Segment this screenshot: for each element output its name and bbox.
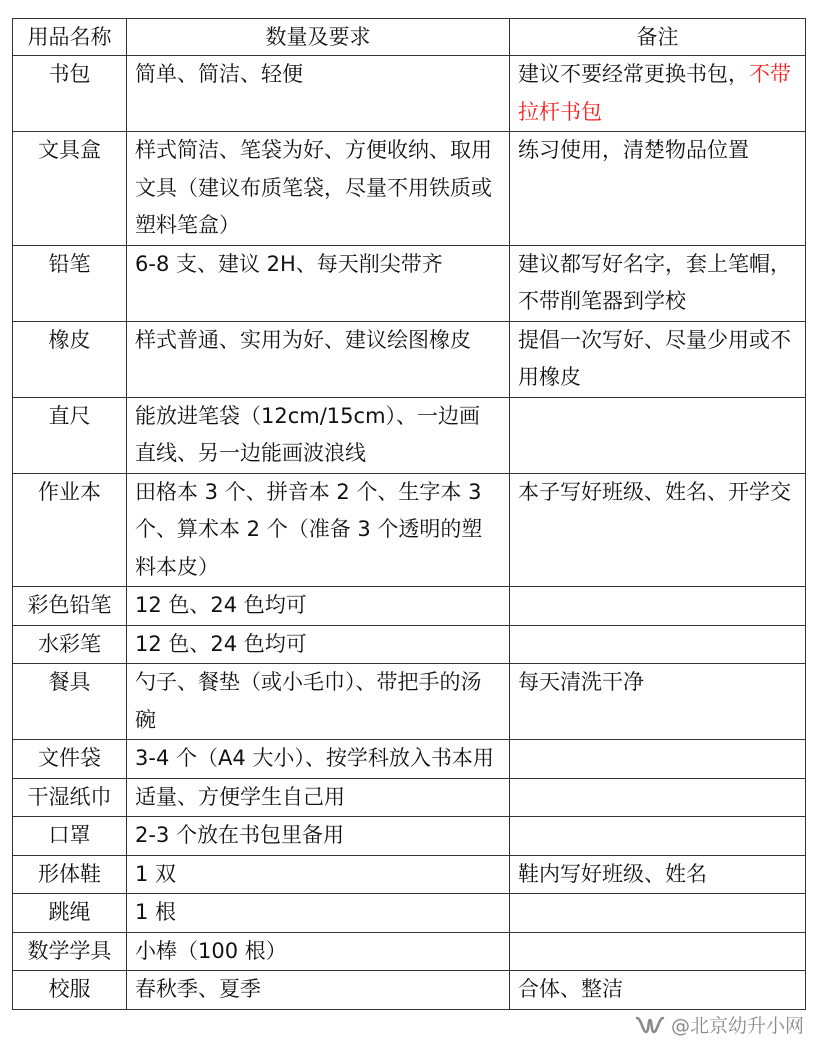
item-name-cell: 形体鞋: [13, 855, 127, 894]
item-name-cell: 直尺: [13, 397, 127, 473]
note-text: 合体、整洁: [518, 977, 623, 1001]
requirement-cell: 春秋季、夏季: [127, 971, 510, 1010]
table-row: [13, 664, 806, 740]
note-text: 练习使用，清楚物品位置: [518, 138, 749, 162]
requirement-cell: 12 色、24 色均可: [127, 587, 510, 626]
item-name-cell: 数学学具: [13, 932, 127, 971]
requirement-cell: 12 色、24 色均可: [127, 625, 510, 664]
note-cell: [510, 971, 806, 1010]
note-cell: [510, 664, 806, 740]
note-cell: [510, 817, 806, 856]
item-name-cell: 书包: [13, 56, 127, 132]
note-cell: [510, 740, 806, 779]
item-name-cell: 餐具: [13, 664, 127, 740]
note-text: 本子写好班级、姓名、开学交: [518, 479, 791, 504]
header-notes: 备注: [510, 19, 806, 56]
table-row: [13, 740, 806, 779]
item-name-cell: 水彩笔: [13, 625, 127, 664]
requirement-cell: 1 双: [127, 855, 510, 894]
watermark-text: @北京幼升小网: [670, 1015, 804, 1037]
table-row: [13, 132, 806, 246]
table-row: [13, 932, 806, 971]
note-cell: [510, 132, 806, 246]
requirement-cell: 2-3 个放在书包里备用: [127, 817, 510, 856]
requirement-cell: 田格本 3 个、拼音本 2 个、生字本 3 个、算术本 2 个（准备 3 个透明的塑料本皮）: [127, 473, 510, 587]
note-cell: [510, 397, 806, 473]
item-name-cell: 作业本: [13, 473, 127, 587]
item-name-cell: 干湿纸巾: [13, 778, 127, 817]
note-text: 鞋内写好班级、姓名: [518, 861, 707, 886]
requirement-cell: 1 根: [127, 894, 510, 933]
table-row: [13, 587, 806, 626]
header-row: [13, 19, 806, 56]
item-name-cell: 橡皮: [13, 321, 127, 397]
table-row: [13, 245, 806, 321]
requirement-cell: 6-8 支、建议 2H、每天削尖带齐: [127, 245, 510, 321]
table-row: [13, 894, 806, 933]
requirement-cell: 样式简洁、笔袋为好、方便收纳、取用文具（建议布质笔袋，尽量不用铁质或塑料笔盒）: [127, 132, 510, 246]
item-name-cell: 文件袋: [13, 740, 127, 779]
item-name-cell: 跳绳: [13, 894, 127, 933]
table-row: [13, 855, 806, 894]
note-cell: [510, 245, 806, 321]
item-name-cell: 文具盒: [13, 132, 127, 246]
requirement-cell: 适量、方便学生自己用: [127, 778, 510, 817]
item-name-cell: 口罩: [13, 817, 127, 856]
note-cell: [510, 778, 806, 817]
requirement-cell: 简单、简洁、轻便: [127, 56, 510, 132]
table-row: [13, 971, 806, 1010]
note-cell: [510, 932, 806, 971]
note-highlight-text: 不带拉杆书包: [518, 62, 791, 124]
note-cell: [510, 894, 806, 933]
table-row: [13, 625, 806, 664]
note-cell: [510, 587, 806, 626]
requirement-cell: 小棒（100 根）: [127, 932, 510, 971]
note-cell: [510, 56, 806, 132]
table-row: [13, 778, 806, 817]
requirement-cell: 3-4 个（A4 大小）、按学科放入书本用: [127, 740, 510, 779]
table-row: [13, 397, 806, 473]
requirement-cell: 样式普通、实用为好、建议绘图橡皮: [127, 321, 510, 397]
note-cell: [510, 625, 806, 664]
item-name-cell: 彩色铅笔: [13, 587, 127, 626]
wechat-channel-icon: [635, 1014, 665, 1036]
requirement-cell: 能放进笔袋（12cm/15cm）、一边画直线、另一边能画波浪线: [127, 397, 510, 473]
note-cell: [510, 321, 806, 397]
requirement-cell: 勺子、餐垫（或小毛巾）、带把手的汤碗: [127, 664, 510, 740]
table-row: [13, 321, 806, 397]
item-name-cell: 铅笔: [13, 245, 127, 321]
note-cell: [510, 855, 806, 894]
table-row: [13, 473, 806, 587]
supplies-table: [12, 18, 806, 1010]
table-row: [13, 56, 806, 132]
note-text: 提倡一次写好、尽量少用或不用橡皮: [518, 327, 791, 389]
item-name-cell: 校服: [13, 971, 127, 1010]
note-cell: [510, 473, 806, 587]
note-text: 建议不要经常更换书包，: [518, 62, 749, 86]
table-row: [13, 817, 806, 856]
watermark: [635, 1011, 804, 1038]
note-text: 每天清洗干净: [518, 670, 644, 694]
header-item-name: 用品名称: [13, 19, 127, 56]
header-quantity-requirements: 数量及要求: [127, 19, 510, 56]
note-text: 建议都写好名字，套上笔帽，不带削笔器到学校: [518, 251, 791, 313]
